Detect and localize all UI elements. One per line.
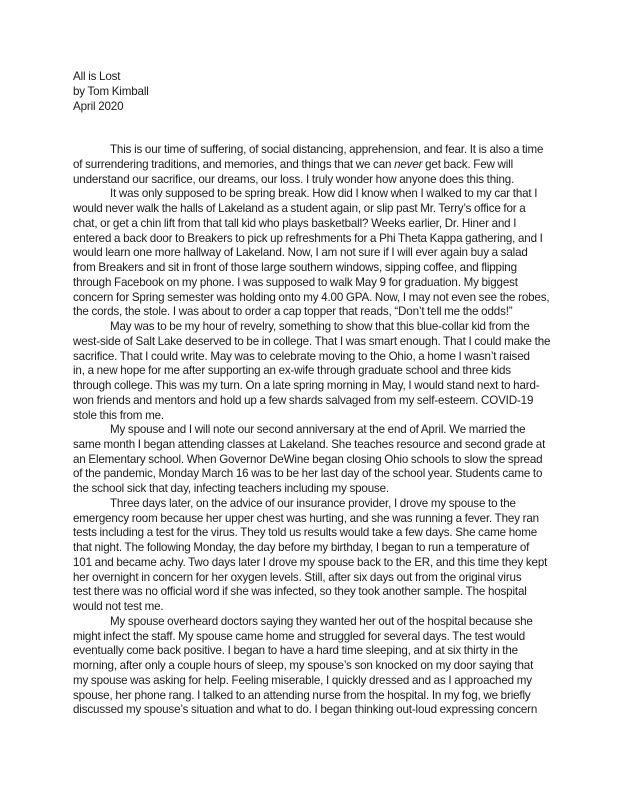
- document-byline: by Tom Kimball: [73, 84, 149, 98]
- paragraph-line: emergency room because her upper chest was hurting, and she was running a fever. They ran: [73, 511, 539, 525]
- paragraph-line: morning, after only a couple hours of sleep, my spouse’s son knocked on my door saying that: [73, 659, 534, 672]
- paragraph-line: would not test me.: [73, 600, 164, 613]
- paragraph: [73, 497, 573, 615]
- paragraph-line: through Facebook on my phone. I was supposed to walk May 9 for graduation. My biggest: [73, 275, 518, 289]
- paragraph-line: May was to be my hour of revelry, something to show that this blue-collar kid from the: [110, 320, 530, 333]
- paragraph-line: [73, 158, 573, 173]
- paragraph-line: the school sick that day, infecting teachers including my spouse.: [73, 482, 390, 495]
- paragraph-line: My spouse overheard doctors saying they wanted her out of the hospital because she: [110, 614, 533, 628]
- paragraph-line: of the pandemic, Monday March 16 was to be her last day of the school year. Students came to: [73, 467, 543, 481]
- paragraph-line: would never walk the halls of Lakeland as a student again, or slip past Mr. Terry’s office for a: [73, 202, 526, 215]
- paragraph-line: test there was no official word if she was infected, so they took another sample. The hospital: [73, 585, 527, 599]
- paragraph-line: same month I began attending classes at Lakeland. She teaches resource and second grade at: [73, 437, 546, 451]
- paragraph: [73, 615, 573, 718]
- paragraph: [73, 187, 573, 320]
- paragraph-line: through college. This was my turn. On a late spring morning in May, I would stand next to hard-: [73, 379, 540, 392]
- text-span: of surrendering traditions, and memories, and things that we can: [73, 157, 395, 171]
- paragraph-line: that night. The following Monday, the day before my birthday, I began to run a temperature of: [73, 541, 530, 554]
- paragraph-line: would learn one more hallway of Lakeland. Now, I am not sure if I will ever again buy a salad: [73, 246, 528, 260]
- paragraph-line: This is our time of suffering, of social distancing, apprehension, and fear. It is also a time: [110, 143, 544, 156]
- paragraph-line: eventually come back positive. I began to have a hard time sleeping, and at six thirty in the: [73, 644, 518, 658]
- document-date: April 2020: [73, 99, 124, 113]
- paragraph-line: sacrifice. That I could write. May was to celebrate moving to the Ohio, a home I wasn’t raised: [73, 349, 530, 363]
- emphasized-word: never: [394, 157, 423, 171]
- paragraph-line: stole this from me.: [73, 408, 164, 422]
- paragraph-line: Three days later, on the advice of our insurance provider, I drove my spouse to the: [110, 496, 516, 510]
- paragraph-line: my spouse was asking for help. Feeling miserable, I quickly dressed and as I approached my: [73, 673, 532, 687]
- document-title: All is Lost: [73, 70, 121, 83]
- paragraph-line: It was only supposed to be spring break. How did I know when I walked to my car that I: [110, 187, 538, 201]
- paragraph-line: spouse, her phone rang. I talked to an attending nurse from the hospital. In my fog, we briefly: [73, 688, 531, 702]
- paragraph: [73, 320, 573, 423]
- paragraph-line: won friends and mentors and hold up a few shards salvaged from my self-esteem. COVID-19: [73, 393, 534, 407]
- paragraph: [73, 423, 573, 497]
- paragraph-line: concern for Spring semester was holding onto my 4.00 GPA. Now, I may not even see the robes,: [73, 290, 550, 304]
- paragraph-line: the cords, the stole. I was about to order a cap topper that reads, “Don’t tell me the odds!”: [73, 305, 513, 319]
- paragraph-line: might infect the staff. My spouse came home and struggled for several days. The test would: [73, 629, 526, 643]
- paragraph-line: understand our sacrifice, our dreams, our loss. I truly wonder how anyone does this thing.: [73, 172, 515, 186]
- paragraph-line: west-side of Salt Lake deserved to be in college. That I was smart enough. That I could make the: [73, 334, 551, 348]
- paragraph-line: her overnight in concern for her oxygen levels. Still, after six days out from the original virus: [73, 570, 522, 584]
- paragraph: [73, 143, 573, 187]
- document-header: [73, 70, 573, 114]
- paragraph-line: an Elementary school. When Governor DeWine began closing Ohio schools to slow the spread: [73, 452, 543, 466]
- paragraph-line: in, a new hope for me after supporting an ex-wife through graduate school and three kids: [73, 364, 511, 378]
- document-body-section-2: [73, 423, 573, 718]
- paragraph-line: from Breakers and sit in front of those large southern windows, sipping coffee, and flipping: [73, 261, 517, 274]
- paragraph-line: entered a back door to Breakers to pick up refreshments for a Phi Theta Kappa gathering, and I: [73, 231, 543, 245]
- document-body-section-1: [73, 143, 573, 423]
- text-span: get back. Few will: [422, 157, 514, 171]
- paragraph-line: 101 and became achy. Two days later I drove my spouse back to the ER, and this time they kept: [73, 555, 548, 569]
- paragraph-line: My spouse and I will note our second anniversary at the end of April. We married the: [110, 423, 526, 436]
- paragraph-line: discussed my spouse’s situation and what to do. I began thinking out-loud expressing concern: [73, 703, 538, 717]
- paragraph-line: tests including a test for the virus. They told us results would take a few days. She came home: [73, 526, 538, 540]
- paragraph-line: chat, or get a chin lift from that tall kid who plays basketball? Weeks earlier, Dr. Hiner and I: [73, 216, 517, 230]
